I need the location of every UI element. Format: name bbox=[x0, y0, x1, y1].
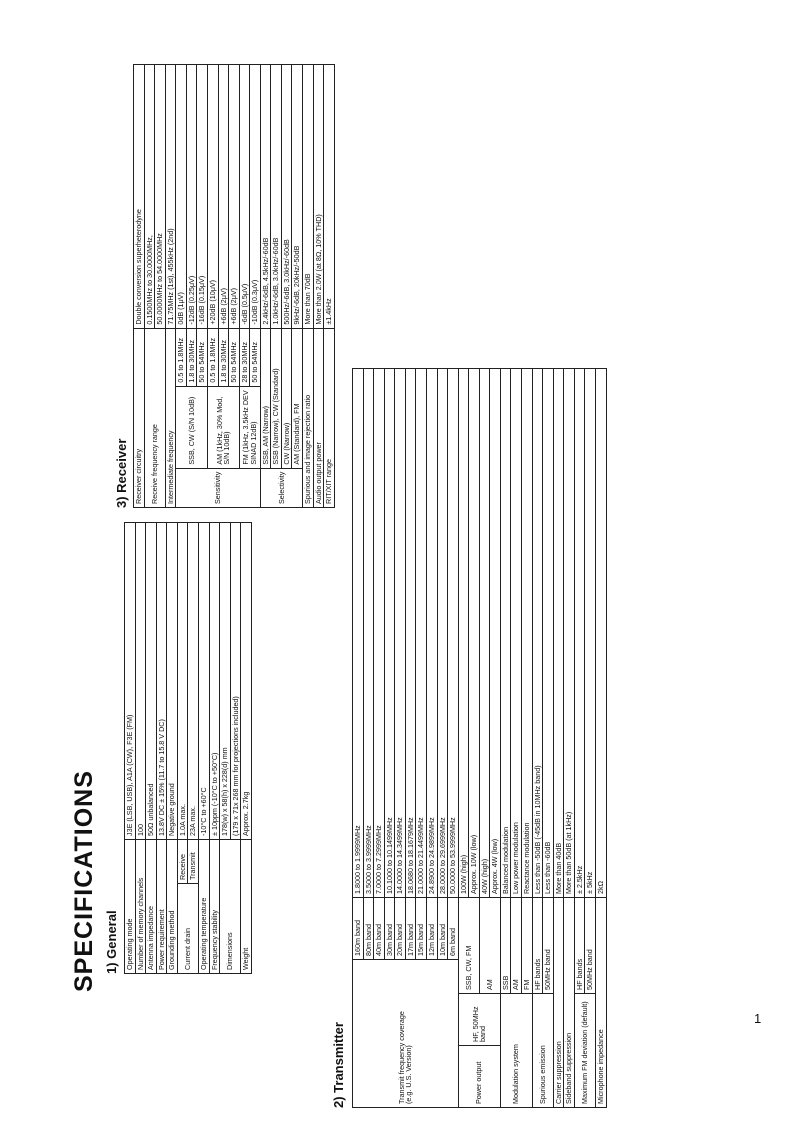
band-label: 20m band bbox=[395, 898, 406, 960]
row-value: 0dB (1μV) bbox=[176, 65, 187, 329]
table-row bbox=[260, 65, 271, 508]
band-label: 160m band bbox=[353, 898, 364, 960]
row-value: Balanced modulation bbox=[500, 369, 511, 898]
table-row bbox=[125, 523, 136, 974]
sens-range: 1.8 to 30MHz bbox=[186, 328, 197, 386]
row-sublabel: HF bands bbox=[574, 898, 585, 994]
row-label: Maximum FM deviation (default) bbox=[574, 994, 595, 1108]
band-range: 21.0000 to 21.4499MHz bbox=[416, 369, 427, 898]
sens-mode: SSB, CW (S/N 10dB) bbox=[176, 386, 208, 468]
row-sublabel: HF, 50MHz band bbox=[458, 994, 500, 1046]
row-value: Approx. 2.7kg bbox=[241, 523, 252, 840]
row-label: Current drain bbox=[177, 884, 198, 974]
row-value: More than 2.0W (at 8Ω, 10% THD) bbox=[313, 65, 324, 329]
row-label: Carrier suppression bbox=[553, 898, 564, 1108]
row-label: Intermediate frequency bbox=[165, 328, 176, 507]
row-label: Sideband suppression bbox=[564, 898, 575, 1108]
row-value: More than 50dB (at 1kHz) bbox=[564, 369, 575, 898]
band-range: 10.1000 to 10.1499MHz bbox=[384, 369, 395, 898]
row-value: More than 70dB bbox=[303, 65, 314, 329]
table-row bbox=[564, 369, 575, 1108]
row-value: -6dB (0.5μV) bbox=[239, 65, 250, 329]
table-row bbox=[165, 65, 176, 508]
band-range: 14.0000 to 14.3499MHz bbox=[395, 369, 406, 898]
row-value: +6dB (2μV) bbox=[229, 65, 240, 329]
row-label: Power output bbox=[458, 1046, 500, 1108]
table-row bbox=[177, 523, 188, 974]
row-value: 50Ω unbalanced bbox=[146, 523, 157, 840]
table-row bbox=[292, 65, 303, 508]
row-label: Frequency stability bbox=[209, 840, 220, 974]
freq-label: Transmit frequency coverage bbox=[396, 1011, 406, 1104]
general-heading: 1) General bbox=[104, 910, 119, 974]
band-label: 6m band bbox=[448, 898, 459, 960]
row-sublabel: 50MHz band bbox=[543, 898, 554, 994]
row-value: 23A max. bbox=[188, 523, 199, 840]
page-title: SPECIFICATIONS bbox=[70, 770, 98, 992]
sel-mode: SSB (Narrow), CW (Standard) bbox=[271, 328, 282, 468]
row-label: Spurious emission bbox=[532, 994, 553, 1108]
sens-range: 0.5 to 1.8MHz bbox=[207, 328, 218, 386]
table-row bbox=[303, 65, 314, 508]
row-label: Operating temperature bbox=[198, 840, 209, 974]
row-label: Microphone impedance bbox=[595, 898, 606, 1108]
row-label: Spurious and image rejection ratio bbox=[303, 328, 314, 507]
row-label: Sensitivity bbox=[176, 468, 261, 507]
table-row bbox=[595, 369, 606, 1108]
row-sublabel: HF bands bbox=[532, 898, 543, 994]
sens-range: 1.8 to 30MHz bbox=[218, 328, 229, 386]
band-label: 15m band bbox=[416, 898, 427, 960]
freq-sublabel: (e.g. U.S. Version) bbox=[404, 1045, 414, 1104]
row-label: Selectivity bbox=[260, 468, 302, 507]
row-value: Negative ground bbox=[167, 523, 178, 840]
band-label: 17m band bbox=[405, 898, 416, 960]
table-row bbox=[324, 65, 335, 508]
transmitter-table bbox=[352, 368, 607, 1108]
band-label: 40m band bbox=[374, 898, 385, 960]
row-value: +6dB (2μV) bbox=[218, 65, 229, 329]
table-row bbox=[167, 523, 178, 974]
table-row bbox=[146, 523, 157, 974]
table-row bbox=[353, 369, 364, 1108]
row-label: RIT/XIT range bbox=[324, 328, 335, 507]
band-label: 10m band bbox=[437, 898, 448, 960]
row-value: -16dB (0.15μV) bbox=[197, 65, 208, 329]
row-label: Operating mode bbox=[125, 840, 136, 974]
sens-range: 50 to 54MHz bbox=[197, 328, 208, 386]
row-value: 500Hz/-6dB, 3.0kHz/-60dB bbox=[281, 65, 292, 329]
table-row bbox=[313, 65, 324, 508]
table-row bbox=[281, 65, 292, 508]
row-label: Grounding method bbox=[167, 840, 178, 974]
table-row bbox=[220, 523, 231, 974]
band-range: 28.0000 to 29.6999MHz bbox=[437, 369, 448, 898]
band-range: 18.0680 to 18.1679MHz bbox=[405, 369, 416, 898]
page-number: 1 bbox=[754, 1011, 762, 1026]
row-value: Less than -50dB (-45dB in 10MHz band) bbox=[532, 369, 543, 898]
row-value: Double conversion superheterodyne bbox=[134, 65, 145, 329]
row-value: 50.0000MHz to 54.0000MHz bbox=[155, 65, 166, 329]
band-range: 50.0000 to 53.9999MHz bbox=[448, 369, 459, 898]
band-range: 3.5000 to 3.9999MHz bbox=[363, 369, 374, 898]
row-label: Weight bbox=[241, 840, 252, 974]
sens-range: 28 to 30MHz bbox=[239, 328, 250, 386]
receiver-table bbox=[133, 64, 335, 508]
row-sublabel: FM bbox=[522, 898, 533, 994]
table-row bbox=[134, 65, 145, 508]
table-row bbox=[239, 65, 250, 508]
table-row bbox=[532, 369, 543, 1108]
row-value: 9kHz/-6dB, 20kHz/-50dB bbox=[292, 65, 303, 329]
row-value: J3E (LSB, USB), A1A (CW), F3E (FM) bbox=[125, 523, 136, 840]
row-sublabel: Transmit bbox=[188, 840, 199, 884]
row-value: Approx. 10W (low) bbox=[469, 369, 480, 898]
table-row bbox=[198, 523, 209, 974]
row-sublabel: Receive bbox=[177, 840, 188, 884]
sel-mode: SSB, AM (Narrow) bbox=[260, 328, 271, 468]
row-value: 1.0kHz/-6dB, 3.0kHz/-60dB bbox=[271, 65, 282, 329]
row-value: 178(w) x 58(h) x 228(d) mm bbox=[220, 523, 231, 840]
row-value: Reactance modulation bbox=[522, 369, 533, 898]
row-value: 100W (high) bbox=[458, 369, 469, 898]
table-row bbox=[207, 65, 218, 508]
table-row bbox=[500, 369, 511, 1108]
band-label: 12m band bbox=[426, 898, 437, 960]
power-mode: SSB, CW, FM bbox=[458, 898, 479, 994]
row-value: -12dB (0.25μV) bbox=[186, 65, 197, 329]
sens-range: 50 to 54MHz bbox=[250, 328, 261, 386]
sens-range: 50 to 54MHz bbox=[229, 328, 240, 386]
row-label bbox=[353, 960, 459, 1108]
sel-mode: AM (Standard), FM bbox=[292, 328, 303, 468]
table-row bbox=[176, 65, 187, 508]
table-row bbox=[135, 523, 146, 974]
band-range: 1.8000 to 1.9999MHz bbox=[353, 369, 364, 898]
sel-mode: CW (Narrow) bbox=[281, 328, 292, 468]
band-range: 7.0000 to 7.2999MHz bbox=[374, 369, 385, 898]
table-row bbox=[553, 369, 564, 1108]
band-label: 80m band bbox=[363, 898, 374, 960]
row-value: Low power modulation bbox=[511, 369, 522, 898]
general-table bbox=[124, 522, 252, 974]
row-value: ±1.4kHz bbox=[324, 65, 335, 329]
receiver-heading: 3) Receiver bbox=[114, 438, 129, 508]
row-sublabel: SSB bbox=[500, 898, 511, 994]
transmitter-heading: 2) Transmitter bbox=[331, 1022, 346, 1108]
row-value: 2.4kHz/-6dB, 4.5kHz/-60dB bbox=[260, 65, 271, 329]
table-row bbox=[271, 65, 282, 508]
row-label: Dimensions bbox=[220, 840, 241, 974]
row-value: -10°C to +60°C bbox=[198, 523, 209, 840]
row-value: +20dB (10μV) bbox=[207, 65, 218, 329]
band-label: 30m band bbox=[384, 898, 395, 960]
sens-mode: FM (1kHz, 3.5kHz DEV SINAD 12dB) bbox=[239, 386, 260, 468]
table-row bbox=[144, 65, 155, 508]
row-value: -10dB (0.3μV) bbox=[250, 65, 261, 329]
row-value: 0.1500MHz to 30.0000MHz, bbox=[144, 65, 155, 329]
row-label: Number of memory channels bbox=[135, 840, 146, 974]
row-value: 1.0A max. bbox=[177, 523, 188, 840]
row-sublabel: 50MHz band bbox=[585, 898, 596, 994]
row-label: Receiver circuitry bbox=[134, 328, 145, 507]
row-label: Power requirement bbox=[156, 840, 167, 974]
row-label: Modulation system bbox=[500, 994, 532, 1108]
table-row bbox=[241, 523, 252, 974]
row-value: Approx. 4W (low) bbox=[490, 369, 501, 898]
row-value: ± 2.5kHz bbox=[574, 369, 585, 898]
row-label: Receive frequency range bbox=[144, 328, 165, 507]
row-value: 71.75MHz (1st), 455kHz (2nd) bbox=[165, 65, 176, 329]
row-value: 40W (high) bbox=[479, 369, 490, 898]
row-label: Audio output power bbox=[313, 328, 324, 507]
row-value: 2kΩ bbox=[595, 369, 606, 898]
row-value: Less than -60dB bbox=[543, 369, 554, 898]
row-sublabel: AM bbox=[511, 898, 522, 994]
table-row bbox=[209, 523, 220, 974]
power-mode: AM bbox=[479, 898, 500, 994]
row-label: Antenna impedance bbox=[146, 840, 157, 974]
band-range: 24.8900 to 24.9899MHz bbox=[426, 369, 437, 898]
sens-mode: AM (1kHz, 30% Mod, S/N 10dB) bbox=[207, 386, 239, 468]
sens-range: 0.5 to 1.8MHz bbox=[176, 328, 187, 386]
row-value: More than 40dB bbox=[553, 369, 564, 898]
table-row bbox=[574, 369, 585, 1108]
table-row bbox=[156, 523, 167, 974]
row-value: ± 10ppm (-10°C to +50°C) bbox=[209, 523, 220, 840]
row-value: 100 bbox=[135, 523, 146, 840]
table-row bbox=[458, 369, 469, 1108]
row-value: ± 5kHz bbox=[585, 369, 596, 898]
row-value: (179 x 71x 268 mm for projections included) bbox=[230, 523, 241, 840]
row-value: 13.8V DC ± 15% (11.7 to 15.8 V DC) bbox=[156, 523, 167, 840]
